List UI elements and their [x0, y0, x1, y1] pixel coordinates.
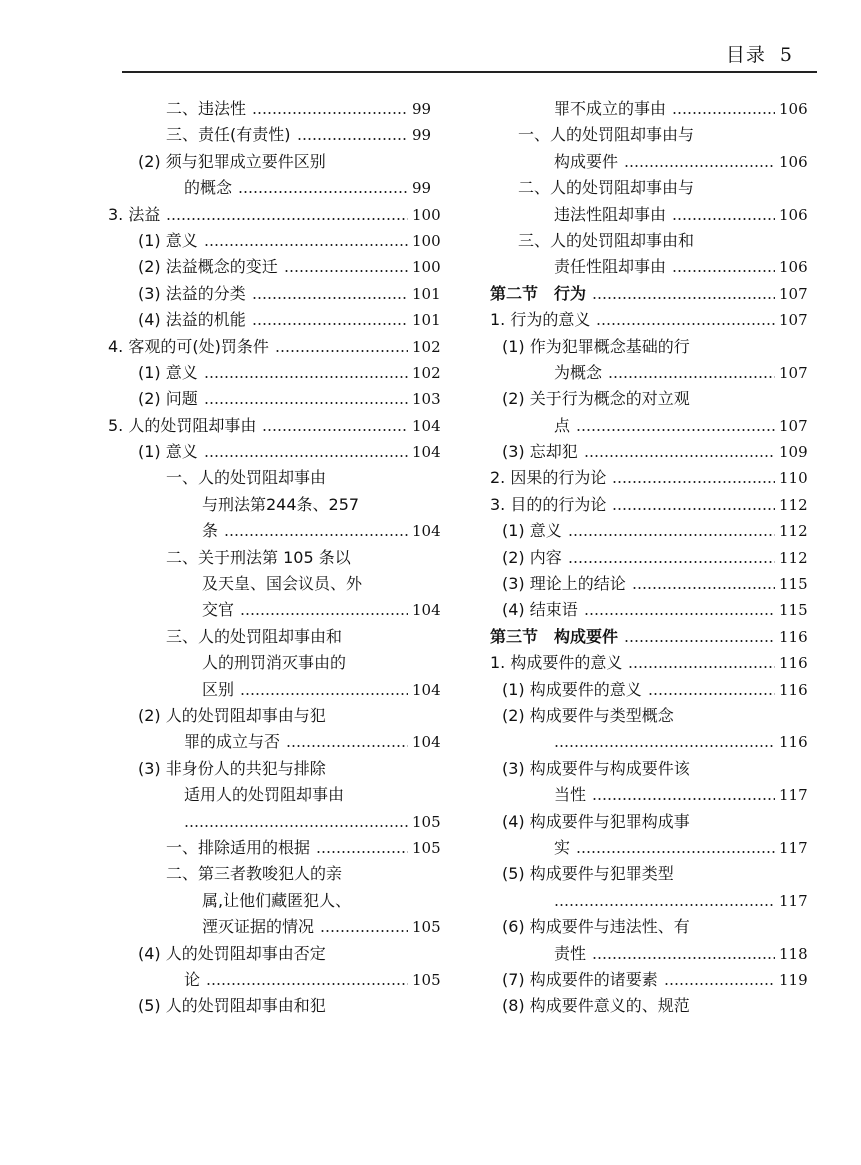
toc-entry: [108, 914, 448, 940]
toc-right-column: [490, 96, 815, 1020]
dot-leader: [204, 228, 408, 254]
toc-entry-text: 3. 目的的行为论: [490, 494, 607, 514]
toc-entry-text: (8) 构成要件意义的、规范: [502, 996, 690, 1016]
toc-entry-text: (2) 须与犯罪成立要件区别: [138, 151, 326, 171]
toc-entry: [108, 993, 448, 1019]
dot-leader: [584, 597, 775, 623]
toc-entry-page-number: 107: [779, 311, 808, 330]
toc-entry: [490, 756, 815, 782]
toc-entry-page-number: 104: [412, 416, 441, 435]
dot-leader: [612, 465, 775, 491]
toc-entry-text: 三、人的处罚阻却事由和: [518, 230, 695, 250]
toc-entry-page-number: 110: [779, 469, 808, 488]
toc-entry-page-number: 115: [779, 575, 808, 594]
toc-entry-text: 一、人的处罚阻却事由: [166, 468, 327, 488]
toc-entry: [490, 941, 815, 967]
toc-entry: [490, 861, 815, 887]
toc-entry: [108, 149, 448, 175]
toc-entry-page-number: 105: [412, 812, 441, 831]
toc-entry-page-number: 107: [779, 363, 808, 382]
dot-leader: [240, 597, 408, 623]
toc-entry-text: 1. 行为的意义: [490, 310, 591, 330]
toc-entry: [490, 518, 815, 544]
toc-entry: [108, 254, 448, 280]
toc-entry-page-number: 109: [779, 443, 808, 462]
dot-leader: [632, 571, 775, 597]
toc-entry-text: (7) 构成要件的诸要素: [502, 969, 658, 989]
toc-entry: [108, 96, 448, 122]
toc-entry: [108, 650, 448, 676]
toc-entry: [490, 334, 815, 360]
toc-entry: [108, 413, 448, 439]
dot-leader: [252, 307, 408, 333]
header-page-number: 5: [779, 44, 793, 66]
toc-entry-text: 5. 人的处罚阻却事由: [108, 415, 257, 435]
dot-leader: [672, 254, 775, 280]
toc-entry-page-number: 117: [779, 786, 808, 805]
toc-entry-page-number: 117: [779, 838, 808, 857]
toc-entry-text: 构成要件: [554, 151, 619, 171]
toc-entry-page-number: 100: [412, 231, 441, 250]
toc-entry-text: (1) 构成要件的意义: [502, 679, 642, 699]
toc-entry-text: (4) 法益的机能: [138, 310, 246, 330]
toc-entry: [108, 703, 448, 729]
toc-entry: [490, 175, 815, 201]
toc-entry-text: (1) 意义: [502, 521, 562, 541]
toc-entry: [108, 386, 448, 412]
dot-leader: [672, 202, 775, 228]
toc-entry: [108, 360, 448, 386]
toc-entry-text: 二、第三者教唆犯人的亲: [166, 864, 343, 884]
toc-entry-text: (4) 人的处罚阻却事由否定: [138, 943, 326, 963]
toc-entry: [490, 96, 815, 122]
toc-entry-text: (2) 关于行为概念的对立观: [502, 389, 690, 409]
toc-entry: [108, 809, 448, 835]
dot-leader: [628, 650, 775, 676]
toc-entry: [108, 334, 448, 360]
toc-entry-text: 罪的成立与否: [184, 732, 281, 752]
dot-leader: [262, 413, 408, 439]
toc-entry-text: 责任性阻却事由: [554, 257, 667, 277]
toc-entry-text: (1) 作为犯罪概念基础的行: [502, 336, 690, 356]
toc-entry-text: 交官: [202, 600, 235, 620]
toc-entry-text: 属,让他们藏匿犯人、: [202, 890, 352, 910]
toc-entry-page-number: 104: [412, 680, 441, 699]
toc-entry-text: 区别: [202, 679, 235, 699]
toc-entry-text: (3) 法益的分类: [138, 283, 246, 303]
toc-entry-text: 一、排除适用的根据: [166, 837, 311, 857]
toc-entry: [108, 861, 448, 887]
dot-leader: [252, 96, 408, 122]
toc-entry: [108, 967, 448, 993]
toc-entry-page-number: 100: [412, 205, 441, 224]
dot-leader: [624, 624, 775, 650]
toc-entry-text: (4) 构成要件与犯罪构成事: [502, 811, 690, 831]
toc-entry: [490, 809, 815, 835]
dot-leader: [320, 914, 408, 940]
toc-entry-page-number: 119: [779, 970, 808, 989]
toc-entry: [490, 624, 815, 650]
toc-entry-page-number: 116: [779, 627, 808, 646]
dot-leader: [664, 967, 775, 993]
toc-entry-page-number: 112: [779, 522, 808, 541]
toc-entry: [490, 413, 815, 439]
toc-entry-text: (2) 构成要件与类型概念: [502, 705, 674, 725]
toc-entry-text: 为概念: [554, 362, 603, 382]
toc-entry-page-number: 112: [779, 495, 808, 514]
toc-entry-text: 2. 因果的行为论: [490, 468, 607, 488]
toc-entry: [490, 914, 815, 940]
dot-leader: [166, 202, 408, 228]
dot-leader: [576, 413, 775, 439]
toc-entry: [490, 281, 815, 307]
dot-leader: [576, 835, 775, 861]
header-rule: [122, 71, 817, 73]
toc-entry-page-number: 107: [779, 416, 808, 435]
toc-entry: [490, 228, 815, 254]
dot-leader: [316, 835, 408, 861]
dot-leader: [184, 809, 408, 835]
toc-entry: [108, 597, 448, 623]
dot-leader: [596, 307, 775, 333]
toc-entry-page-number: 116: [779, 654, 808, 673]
dot-leader: [238, 175, 408, 201]
toc-entry: [490, 149, 815, 175]
toc-entry-text: 的概念: [184, 178, 233, 198]
toc-entry: [108, 122, 448, 148]
toc-entry: [490, 703, 815, 729]
toc-entry-text: (1) 意义: [138, 230, 198, 250]
toc-entry: [108, 756, 448, 782]
toc-entry: [108, 518, 448, 544]
toc-entry-text: (2) 内容: [502, 547, 562, 567]
toc-entry: [108, 175, 448, 201]
dot-leader: [568, 518, 775, 544]
toc-entry-text: (3) 非身份人的共犯与排除: [138, 758, 326, 778]
toc-entry: [490, 254, 815, 280]
toc-entry-text: 第三节 构成要件: [490, 626, 619, 646]
toc-entry-page-number: 105: [412, 838, 441, 857]
toc-entry: [490, 597, 815, 623]
toc-entry: [490, 122, 815, 148]
toc-entry-page-number: 106: [779, 100, 808, 118]
toc-entry-page-number: 117: [779, 891, 808, 910]
toc-entry-page-number: 99: [412, 126, 432, 145]
toc-entry-text: 条: [202, 521, 219, 541]
toc-entry: [490, 677, 815, 703]
toc-entry-text: (5) 人的处罚阻却事由和犯: [138, 996, 326, 1016]
toc-entry-text: 二、违法性: [166, 99, 247, 118]
dot-leader: [554, 888, 775, 914]
dot-leader: [624, 149, 775, 175]
toc-entry: [108, 729, 448, 755]
toc-entry: [108, 465, 448, 491]
toc-entry-page-number: 104: [412, 601, 441, 620]
toc-entry: [490, 729, 815, 755]
dot-leader: [204, 360, 408, 386]
toc-entry: [108, 228, 448, 254]
toc-entry: [490, 360, 815, 386]
toc-entry-text: (5) 构成要件与犯罪类型: [502, 864, 674, 884]
toc-entry-text: 三、责任(有责性): [166, 125, 291, 145]
toc-entry: [490, 835, 815, 861]
toc-entry: [490, 465, 815, 491]
toc-entry-text: 一、人的处罚阻却事由与: [518, 125, 695, 145]
toc-entry: [490, 307, 815, 333]
toc-entry-text: 二、关于刑法第 105 条以: [166, 547, 351, 567]
toc-entry-text: 第二节 行为: [490, 283, 587, 303]
dot-leader: [612, 492, 775, 518]
toc-entry-page-number: 106: [779, 205, 808, 224]
dot-leader: [592, 941, 775, 967]
toc-entry-page-number: 116: [779, 680, 808, 699]
toc-entry: [108, 677, 448, 703]
toc-entry-text: (6) 构成要件与违法性、有: [502, 917, 690, 937]
dot-leader: [608, 360, 775, 386]
toc-entry-text: 湮灭证据的情况: [202, 917, 315, 937]
dot-leader: [240, 677, 408, 703]
toc-entry-page-number: 116: [779, 733, 808, 752]
toc-entry: [108, 439, 448, 465]
toc-entry-text: (2) 法益概念的变迁: [138, 257, 278, 277]
toc-entry-page-number: 99: [412, 179, 432, 198]
dot-leader: [204, 439, 408, 465]
toc-entry-text: 3. 法益: [108, 204, 161, 224]
toc-entry-text: 4. 客观的可(处)罚条件: [108, 336, 269, 356]
toc-entry: [490, 571, 815, 597]
toc-entry-text: 责性: [554, 943, 587, 963]
toc-entry-text: 人的刑罚消灭事由的: [202, 653, 347, 673]
toc-entry-text: 与刑法第244条、257: [202, 494, 360, 514]
dot-leader: [252, 281, 408, 307]
toc-entry-page-number: 102: [412, 363, 441, 382]
dot-leader: [592, 281, 775, 307]
toc-entry-page-number: 106: [779, 258, 808, 277]
toc-entry-page-number: 104: [412, 733, 441, 752]
toc-entry-text: (3) 理论上的结论: [502, 574, 626, 594]
toc-entry-text: 二、人的处罚阻却事由与: [518, 178, 695, 198]
toc-entry-text: (2) 问题: [138, 389, 198, 409]
toc-entry: [108, 492, 448, 518]
toc-entry-text: 实: [554, 837, 571, 857]
toc-entry-page-number: 104: [412, 522, 441, 541]
toc-entry-page-number: 107: [779, 284, 808, 303]
toc-entry-page-number: 99: [412, 100, 432, 118]
toc-entry: [108, 782, 448, 808]
toc-entry: [490, 386, 815, 412]
toc-entry: [108, 941, 448, 967]
toc-entry-page-number: 103: [412, 390, 441, 409]
toc-entry: [490, 888, 815, 914]
toc-entry-text: 点: [554, 415, 571, 435]
toc-entry-page-number: 101: [412, 284, 441, 303]
toc-entry-text: (1) 意义: [138, 442, 198, 462]
toc-entry-text: 适用人的处罚阻却事由: [184, 785, 345, 805]
dot-leader: [554, 729, 775, 755]
toc-entry: [490, 439, 815, 465]
dot-leader: [224, 518, 408, 544]
toc-entry-page-number: 104: [412, 443, 441, 462]
toc-entry: [108, 888, 448, 914]
dot-leader: [584, 439, 775, 465]
toc-entry-text: (4) 结束语: [502, 600, 578, 620]
toc-entry: [490, 967, 815, 993]
header-title: 目录: [725, 44, 766, 66]
toc-entry-text: 三、人的处罚阻却事由和: [166, 626, 343, 646]
toc-entry: [490, 492, 815, 518]
toc-entry: [108, 835, 448, 861]
toc-entry-page-number: 100: [412, 258, 441, 277]
dot-leader: [568, 545, 775, 571]
dot-leader: [286, 729, 408, 755]
toc-left-column: [108, 96, 448, 1020]
toc-entry-text: 罪不成立的事由: [554, 99, 667, 118]
toc-entry-text: 论: [184, 969, 201, 989]
toc-entry: [108, 307, 448, 333]
dot-leader: [206, 967, 408, 993]
toc-entry-text: (3) 构成要件与构成要件该: [502, 758, 690, 778]
toc-entry: [108, 545, 448, 571]
toc-entry: [490, 650, 815, 676]
toc-entry: [490, 782, 815, 808]
dot-leader: [648, 677, 775, 703]
dot-leader: [297, 122, 408, 148]
toc-entry-text: 及天皇、国会议员、外: [202, 574, 363, 594]
dot-leader: [672, 96, 775, 122]
toc-entry: [108, 202, 448, 228]
toc-entry-page-number: 118: [779, 944, 808, 963]
toc-entry-page-number: 102: [412, 337, 441, 356]
toc-entry-page-number: 106: [779, 152, 808, 171]
toc-entry: [108, 571, 448, 597]
toc-entry-page-number: 115: [779, 601, 808, 620]
toc-entry-text: 违法性阻却事由: [554, 204, 667, 224]
toc-entry-text: 1. 构成要件的意义: [490, 653, 623, 673]
dot-leader: [592, 782, 775, 808]
toc-entry: [490, 993, 815, 1019]
toc-entry: [490, 545, 815, 571]
dot-leader: [284, 254, 408, 280]
toc-entry-text: (3) 忘却犯: [502, 442, 578, 462]
dot-leader: [275, 334, 408, 360]
toc-entry: [490, 202, 815, 228]
page-header: [726, 40, 793, 67]
toc-entry-text: (2) 人的处罚阻却事由与犯: [138, 705, 326, 725]
toc-entry-page-number: 101: [412, 311, 441, 330]
dot-leader: [204, 386, 408, 412]
toc-entry-page-number: 112: [779, 548, 808, 567]
toc-entry: [108, 281, 448, 307]
toc-entry-page-number: 105: [412, 918, 441, 937]
toc-entry: [108, 624, 448, 650]
toc-entry-page-number: 105: [412, 970, 441, 989]
toc-entry-text: 当性: [554, 785, 587, 805]
toc-entry-text: (1) 意义: [138, 362, 198, 382]
